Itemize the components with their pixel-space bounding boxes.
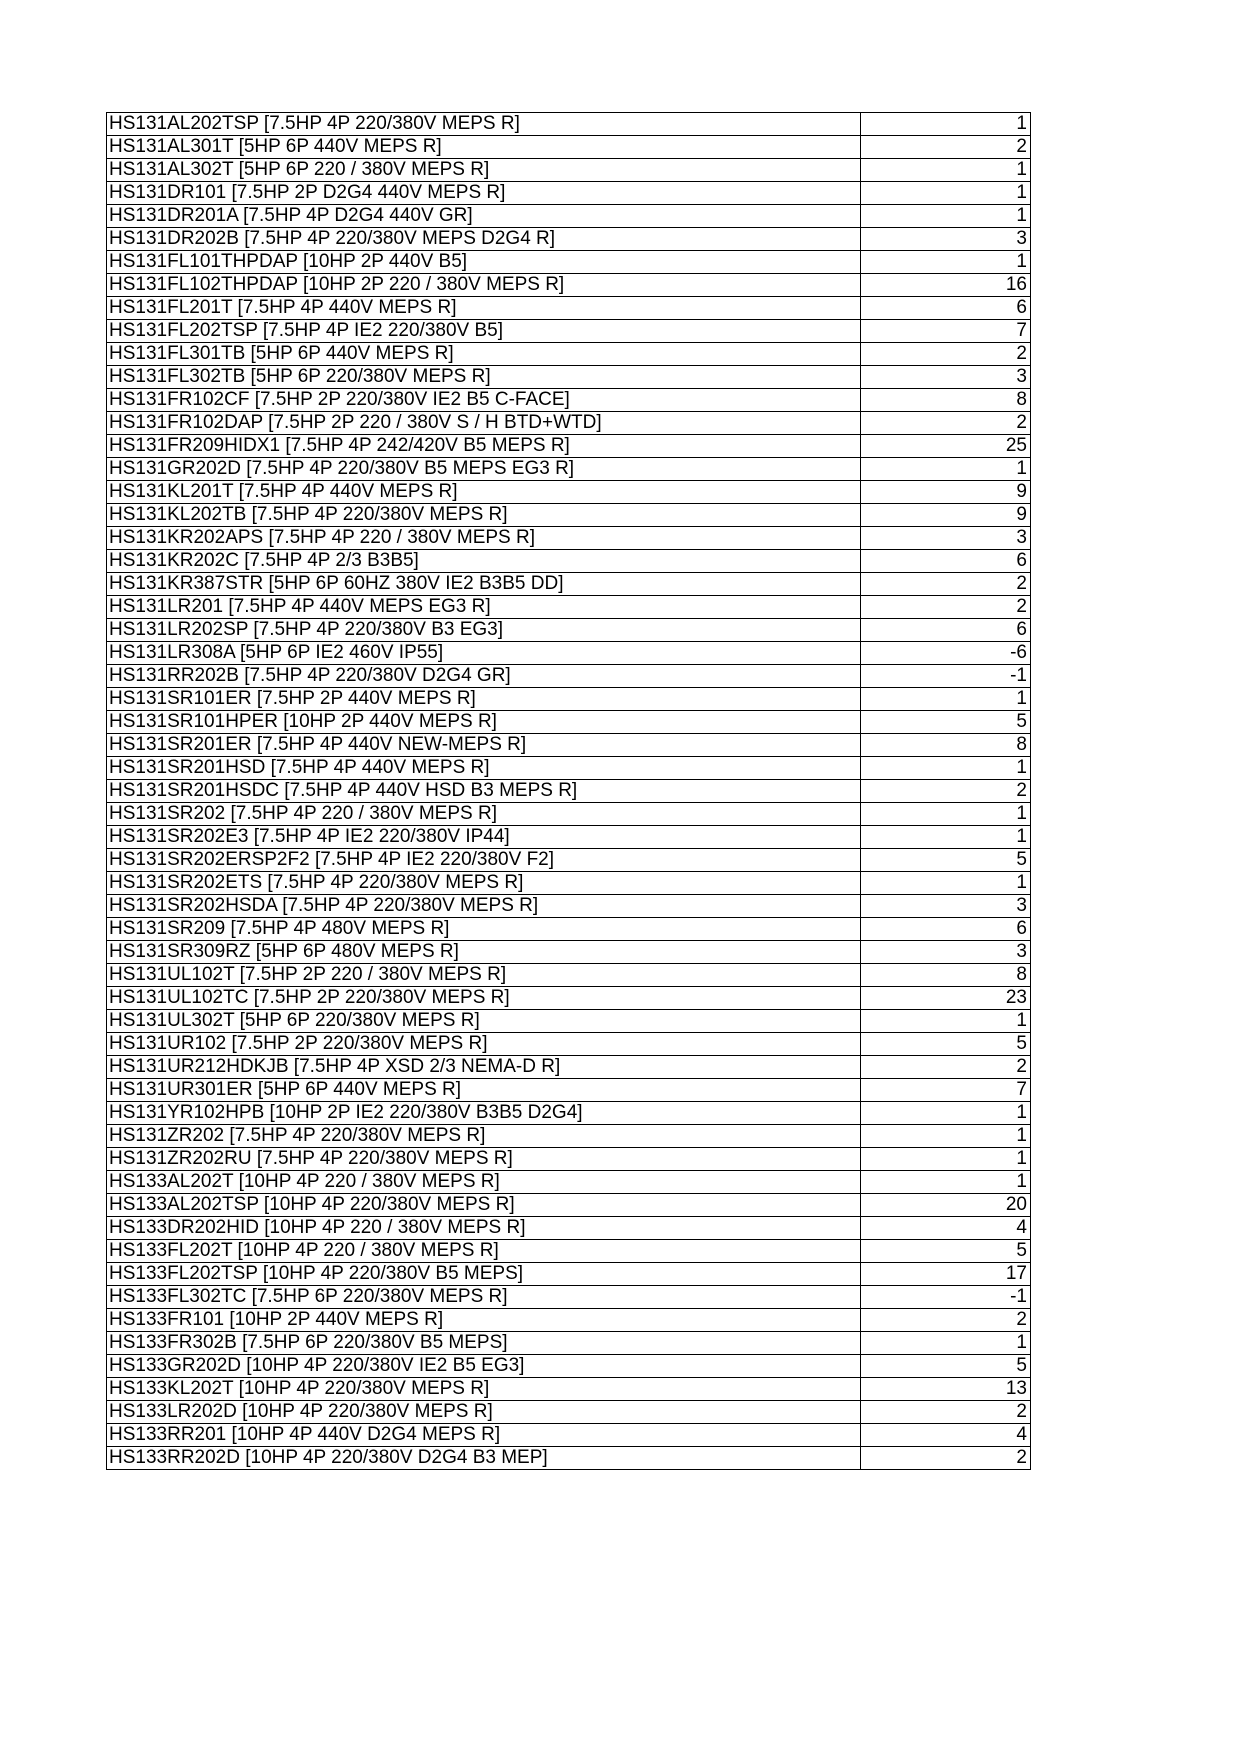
item-quantity-cell: 17	[861, 1263, 1031, 1286]
item-description-cell: HS133FL202T [10HP 4P 220 / 380V MEPS R]	[107, 1240, 861, 1263]
item-quantity-cell: 2	[861, 1056, 1031, 1079]
item-description-cell: HS133GR202D [10HP 4P 220/380V IE2 B5 EG3]	[107, 1355, 861, 1378]
table-row	[107, 1378, 1031, 1401]
item-quantity-cell: 2	[861, 412, 1031, 435]
table-row	[107, 1171, 1031, 1194]
item-quantity-cell: 3	[861, 527, 1031, 550]
table-row	[107, 1332, 1031, 1355]
item-quantity-cell: 6	[861, 619, 1031, 642]
item-quantity-cell: 1	[861, 1010, 1031, 1033]
table-row	[107, 228, 1031, 251]
item-description-cell: HS131FR209HIDX1 [7.5HP 4P 242/420V B5 MEPS R]	[107, 435, 861, 458]
item-description-cell: HS133DR202HID [10HP 4P 220 / 380V MEPS R]	[107, 1217, 861, 1240]
item-quantity-cell: 2	[861, 1447, 1031, 1470]
item-description-cell: HS131SR202HSDA [7.5HP 4P 220/380V MEPS R]	[107, 895, 861, 918]
item-description-cell: HS131KL202TB [7.5HP 4P 220/380V MEPS R]	[107, 504, 861, 527]
table-row	[107, 1033, 1031, 1056]
item-quantity-cell: 1	[861, 688, 1031, 711]
item-quantity-cell: 25	[861, 435, 1031, 458]
item-description-cell: HS131FR102CF [7.5HP 2P 220/380V IE2 B5 C-FACE]	[107, 389, 861, 412]
item-description-cell: HS131GR202D [7.5HP 4P 220/380V B5 MEPS EG3 R]	[107, 458, 861, 481]
item-quantity-cell: 5	[861, 1240, 1031, 1263]
item-quantity-cell: 5	[861, 849, 1031, 872]
table-row	[107, 1447, 1031, 1470]
item-description-cell: HS131ZR202RU [7.5HP 4P 220/380V MEPS R]	[107, 1148, 861, 1171]
table-row	[107, 1286, 1031, 1309]
item-quantity-cell: 1	[861, 458, 1031, 481]
table-row	[107, 458, 1031, 481]
table-row	[107, 1194, 1031, 1217]
item-description-cell: HS131LR202SP [7.5HP 4P 220/380V B3 EG3]	[107, 619, 861, 642]
item-description-cell: HS133AL202T [10HP 4P 220 / 380V MEPS R]	[107, 1171, 861, 1194]
table-row	[107, 734, 1031, 757]
item-description-cell: HS131RR202B [7.5HP 4P 220/380V D2G4 GR]	[107, 665, 861, 688]
table-row	[107, 573, 1031, 596]
item-quantity-cell: 8	[861, 964, 1031, 987]
item-quantity-cell: 9	[861, 504, 1031, 527]
table-row	[107, 182, 1031, 205]
table-row	[107, 320, 1031, 343]
item-quantity-cell: 1	[861, 205, 1031, 228]
item-quantity-cell: 5	[861, 711, 1031, 734]
item-description-cell: HS133RR201 [10HP 4P 440V D2G4 MEPS R]	[107, 1424, 861, 1447]
table-row	[107, 1079, 1031, 1102]
table-row	[107, 1125, 1031, 1148]
table-row	[107, 918, 1031, 941]
item-description-cell: HS131SR309RZ [5HP 6P 480V MEPS R]	[107, 941, 861, 964]
table-row	[107, 780, 1031, 803]
item-quantity-cell: 9	[861, 481, 1031, 504]
item-quantity-cell: 7	[861, 1079, 1031, 1102]
table-row	[107, 1148, 1031, 1171]
table-row	[107, 205, 1031, 228]
table-row	[107, 688, 1031, 711]
item-quantity-cell: 1	[861, 826, 1031, 849]
item-description-cell: HS133RR202D [10HP 4P 220/380V D2G4 B3 MEP]	[107, 1447, 861, 1470]
table-row	[107, 1424, 1031, 1447]
table-row	[107, 803, 1031, 826]
item-quantity-cell: 20	[861, 1194, 1031, 1217]
table-row	[107, 987, 1031, 1010]
item-quantity-cell: 5	[861, 1355, 1031, 1378]
item-quantity-cell: 3	[861, 228, 1031, 251]
item-quantity-cell: 3	[861, 941, 1031, 964]
inventory-table-body	[107, 113, 1031, 1470]
item-quantity-cell: 8	[861, 389, 1031, 412]
table-row	[107, 1240, 1031, 1263]
item-quantity-cell: 1	[861, 872, 1031, 895]
item-description-cell: HS133FL202TSP [10HP 4P 220/380V B5 MEPS]	[107, 1263, 861, 1286]
table-row	[107, 297, 1031, 320]
item-description-cell: HS131KR387STR [5HP 6P 60HZ 380V IE2 B3B5 DD]	[107, 573, 861, 596]
item-description-cell: HS133LR202D [10HP 4P 220/380V MEPS R]	[107, 1401, 861, 1424]
item-description-cell: HS131SR201HSDC [7.5HP 4P 440V HSD B3 MEPS R]	[107, 780, 861, 803]
item-description-cell: HS131FL302TB [5HP 6P 220/380V MEPS R]	[107, 366, 861, 389]
inventory-table	[106, 112, 1031, 1470]
item-description-cell: HS131SR201ER [7.5HP 4P 440V NEW-MEPS R]	[107, 734, 861, 757]
item-quantity-cell: 1	[861, 1332, 1031, 1355]
item-quantity-cell: 6	[861, 550, 1031, 573]
item-quantity-cell: 1	[861, 1148, 1031, 1171]
item-quantity-cell: 3	[861, 895, 1031, 918]
table-row	[107, 274, 1031, 297]
table-row	[107, 412, 1031, 435]
item-quantity-cell: 1	[861, 1102, 1031, 1125]
table-row	[107, 642, 1031, 665]
item-quantity-cell: 16	[861, 274, 1031, 297]
table-row	[107, 711, 1031, 734]
table-row	[107, 872, 1031, 895]
item-description-cell: HS131SR202 [7.5HP 4P 220 / 380V MEPS R]	[107, 803, 861, 826]
item-description-cell: HS131SR202E3 [7.5HP 4P IE2 220/380V IP44]	[107, 826, 861, 849]
item-description-cell: HS133FL302TC [7.5HP 6P 220/380V MEPS R]	[107, 1286, 861, 1309]
item-description-cell: HS131DR101 [7.5HP 2P D2G4 440V MEPS R]	[107, 182, 861, 205]
item-quantity-cell: 2	[861, 136, 1031, 159]
table-row	[107, 1102, 1031, 1125]
table-row	[107, 1217, 1031, 1240]
table-row	[107, 895, 1031, 918]
table-row	[107, 113, 1031, 136]
item-description-cell: HS131SR101HPER [10HP 2P 440V MEPS R]	[107, 711, 861, 734]
table-row	[107, 1355, 1031, 1378]
table-row	[107, 481, 1031, 504]
item-description-cell: HS131YR102HPB [10HP 2P IE2 220/380V B3B5 D2G4]	[107, 1102, 861, 1125]
item-description-cell: HS131SR101ER [7.5HP 2P 440V MEPS R]	[107, 688, 861, 711]
item-quantity-cell: 2	[861, 573, 1031, 596]
table-row	[107, 159, 1031, 182]
item-description-cell: HS131LR201 [7.5HP 4P 440V MEPS EG3 R]	[107, 596, 861, 619]
table-row	[107, 826, 1031, 849]
item-description-cell: HS131FL102THPDAP [10HP 2P 220 / 380V MEPS R]	[107, 274, 861, 297]
item-description-cell: HS131SR202ERSP2F2 [7.5HP 4P IE2 220/380V F2]	[107, 849, 861, 872]
item-quantity-cell: 2	[861, 1401, 1031, 1424]
table-row	[107, 366, 1031, 389]
item-description-cell: HS131SR202ETS [7.5HP 4P 220/380V MEPS R]	[107, 872, 861, 895]
item-description-cell: HS131FL201T [7.5HP 4P 440V MEPS R]	[107, 297, 861, 320]
item-quantity-cell: 1	[861, 1171, 1031, 1194]
item-description-cell: HS131AL202TSP [7.5HP 4P 220/380V MEPS R]	[107, 113, 861, 136]
table-row	[107, 1010, 1031, 1033]
table-row	[107, 665, 1031, 688]
item-quantity-cell: 6	[861, 918, 1031, 941]
item-quantity-cell: 1	[861, 159, 1031, 182]
item-description-cell: HS131ZR202 [7.5HP 4P 220/380V MEPS R]	[107, 1125, 861, 1148]
table-row	[107, 941, 1031, 964]
table-row	[107, 964, 1031, 987]
item-description-cell: HS131AL302T [5HP 6P 220 / 380V MEPS R]	[107, 159, 861, 182]
item-quantity-cell: 7	[861, 320, 1031, 343]
table-row	[107, 619, 1031, 642]
item-description-cell: HS131LR308A [5HP 6P IE2 460V IP55]	[107, 642, 861, 665]
item-quantity-cell: 8	[861, 734, 1031, 757]
item-quantity-cell: 2	[861, 596, 1031, 619]
table-row	[107, 1263, 1031, 1286]
item-description-cell: HS131KR202C [7.5HP 4P 2/3 B3B5]	[107, 550, 861, 573]
table-row	[107, 757, 1031, 780]
item-description-cell: HS131FL301TB [5HP 6P 440V MEPS R]	[107, 343, 861, 366]
table-row	[107, 550, 1031, 573]
table-row	[107, 136, 1031, 159]
table-row	[107, 1401, 1031, 1424]
item-description-cell: HS131UL102T [7.5HP 2P 220 / 380V MEPS R]	[107, 964, 861, 987]
table-row	[107, 435, 1031, 458]
item-quantity-cell: 1	[861, 113, 1031, 136]
item-quantity-cell: 1	[861, 803, 1031, 826]
item-quantity-cell: 5	[861, 1033, 1031, 1056]
item-description-cell: HS133AL202TSP [10HP 4P 220/380V MEPS R]	[107, 1194, 861, 1217]
item-quantity-cell: 4	[861, 1217, 1031, 1240]
item-quantity-cell: 13	[861, 1378, 1031, 1401]
item-quantity-cell: 6	[861, 297, 1031, 320]
item-quantity-cell: -6	[861, 642, 1031, 665]
item-quantity-cell: 2	[861, 1309, 1031, 1332]
item-quantity-cell: -1	[861, 1286, 1031, 1309]
item-description-cell: HS131UL302T [5HP 6P 220/380V MEPS R]	[107, 1010, 861, 1033]
table-row	[107, 389, 1031, 412]
item-quantity-cell: 1	[861, 1125, 1031, 1148]
item-quantity-cell: 1	[861, 757, 1031, 780]
item-description-cell: HS131FL101THPDAP [10HP 2P 440V B5]	[107, 251, 861, 274]
item-description-cell: HS131UL102TC [7.5HP 2P 220/380V MEPS R]	[107, 987, 861, 1010]
item-quantity-cell: 2	[861, 343, 1031, 366]
item-description-cell: HS131FL202TSP [7.5HP 4P IE2 220/380V B5]	[107, 320, 861, 343]
item-description-cell: HS131DR202B [7.5HP 4P 220/380V MEPS D2G4 R]	[107, 228, 861, 251]
item-quantity-cell: 3	[861, 366, 1031, 389]
table-row	[107, 251, 1031, 274]
item-description-cell: HS131SR201HSD [7.5HP 4P 440V MEPS R]	[107, 757, 861, 780]
table-row	[107, 527, 1031, 550]
item-description-cell: HS131FR102DAP [7.5HP 2P 220 / 380V S / H BTD+WTD]	[107, 412, 861, 435]
item-quantity-cell: 23	[861, 987, 1031, 1010]
table-row	[107, 849, 1031, 872]
item-description-cell: HS131UR301ER [5HP 6P 440V MEPS R]	[107, 1079, 861, 1102]
item-description-cell: HS133KL202T [10HP 4P 220/380V MEPS R]	[107, 1378, 861, 1401]
item-quantity-cell: 4	[861, 1424, 1031, 1447]
item-description-cell: HS131UR102 [7.5HP 2P 220/380V MEPS R]	[107, 1033, 861, 1056]
item-quantity-cell: -1	[861, 665, 1031, 688]
item-description-cell: HS131DR201A [7.5HP 4P D2G4 440V GR]	[107, 205, 861, 228]
item-quantity-cell: 1	[861, 182, 1031, 205]
table-row	[107, 1056, 1031, 1079]
item-description-cell: HS131KL201T [7.5HP 4P 440V MEPS R]	[107, 481, 861, 504]
item-description-cell: HS131KR202APS [7.5HP 4P 220 / 380V MEPS R]	[107, 527, 861, 550]
item-quantity-cell: 1	[861, 251, 1031, 274]
table-row	[107, 343, 1031, 366]
item-description-cell: HS133FR302B [7.5HP 6P 220/380V B5 MEPS]	[107, 1332, 861, 1355]
item-description-cell: HS131SR209 [7.5HP 4P 480V MEPS R]	[107, 918, 861, 941]
table-row	[107, 1309, 1031, 1332]
item-description-cell: HS133FR101 [10HP 2P 440V MEPS R]	[107, 1309, 861, 1332]
item-description-cell: HS131UR212HDKJB [7.5HP 4P XSD 2/3 NEMA-D R]	[107, 1056, 861, 1079]
table-row	[107, 596, 1031, 619]
item-quantity-cell: 2	[861, 780, 1031, 803]
table-row	[107, 504, 1031, 527]
item-description-cell: HS131AL301T [5HP 6P 440V MEPS R]	[107, 136, 861, 159]
